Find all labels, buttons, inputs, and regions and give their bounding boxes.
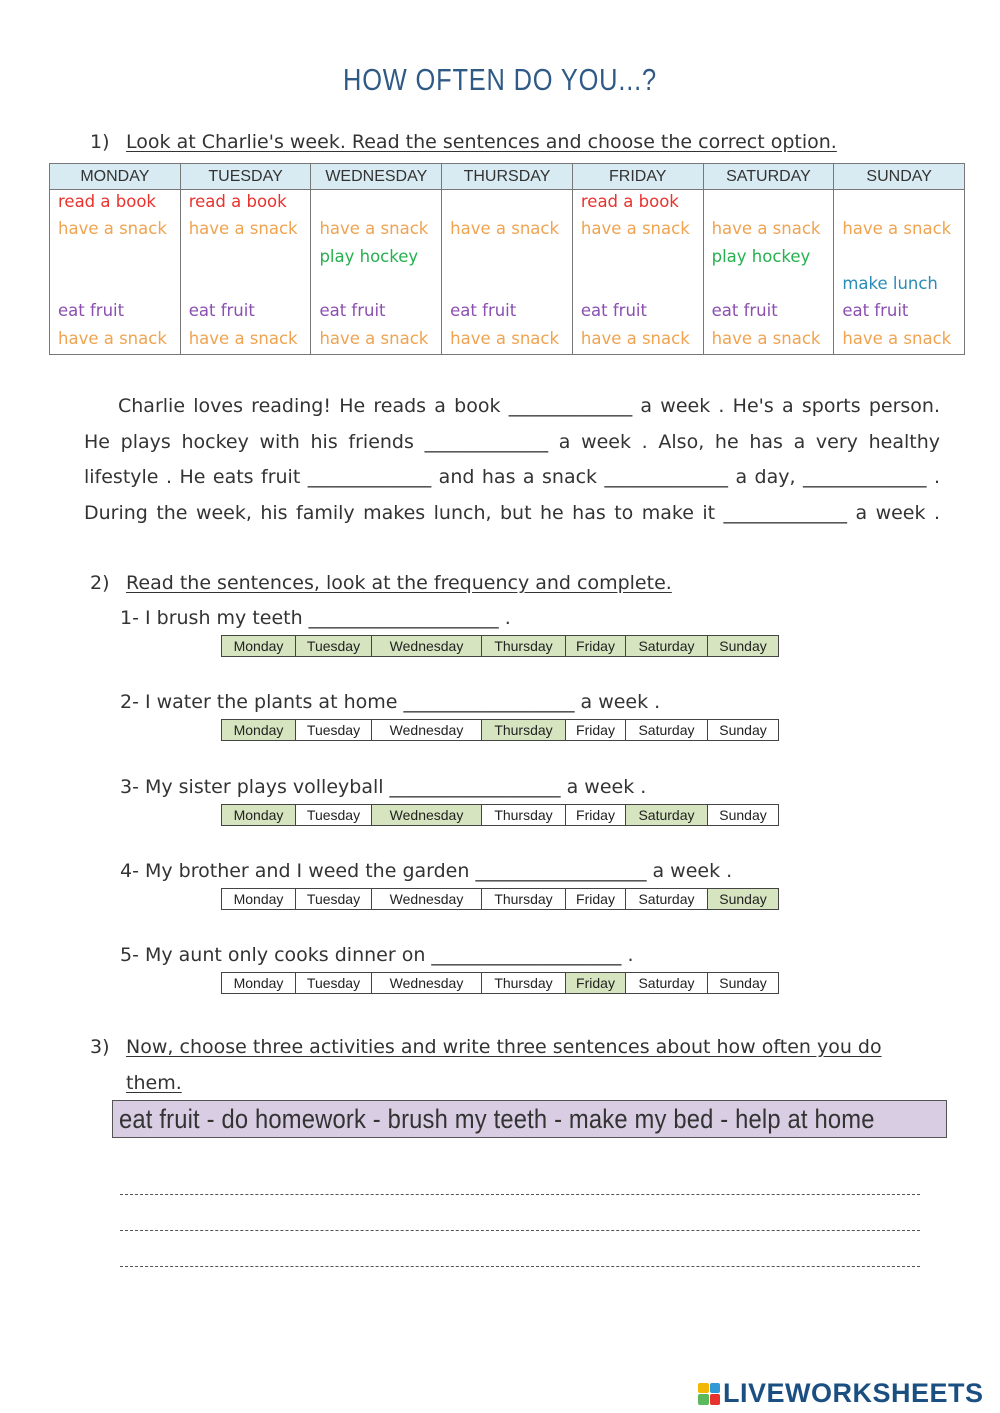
- week-body: [50, 190, 964, 354]
- day-header-tuesday: TUESDAY: [181, 164, 312, 189]
- day-cell-wednesday: Wednesday: [372, 973, 482, 993]
- activity-fruit: eat fruit: [450, 301, 517, 320]
- writing-line-2[interactable]: [120, 1229, 920, 1231]
- section-3-number: 3): [90, 1036, 110, 1058]
- day-cell-tuesday: Tuesday: [296, 805, 372, 825]
- day-cell-wednesday: Wednesday: [372, 805, 482, 825]
- day-cell-sunday: Sunday: [719, 722, 767, 738]
- day-column-tuesday: [181, 190, 312, 354]
- activity-snack: have a snack: [188, 219, 298, 238]
- frequency-row-4: [221, 888, 779, 910]
- activity-snack: have a snack: [450, 329, 560, 348]
- day-cell-sunday: Sunday: [708, 889, 778, 909]
- paragraph-line-4: During the week, his family makes lunch, but he has to make it _____________ a week .: [84, 502, 940, 525]
- activity-fruit: eat fruit: [319, 301, 386, 320]
- day-cell-saturday: Saturday: [626, 636, 708, 656]
- day-cell-wednesday: Wednesday: [372, 889, 482, 909]
- section-3-instruction-line-2: them.: [126, 1072, 182, 1094]
- frequency-row-3: [221, 804, 779, 826]
- day-cell-thursday: Thursday: [482, 636, 566, 656]
- activity-hockey: play hockey: [319, 247, 419, 266]
- section-2-instruction: Read the sentences, look at the frequency and complete.: [126, 572, 672, 594]
- section-2-heading: [90, 572, 672, 594]
- exercise-sentence-2: 2- I water the plants at home __________________ a week .: [120, 691, 661, 713]
- day-column-thursday: [442, 190, 573, 354]
- day-cell-thursday: Thursday: [482, 889, 566, 909]
- day-cell-monday: Monday: [222, 889, 296, 909]
- section-1-number: 1): [90, 131, 110, 153]
- day-column-sunday: [834, 190, 964, 354]
- activity-snack: have a snack: [580, 329, 690, 348]
- activity-fruit: eat fruit: [188, 301, 255, 320]
- word-box-text: eat fruit - do homework - brush my teeth - make my bed - help at home: [119, 1104, 875, 1134]
- charlie-paragraph: [84, 389, 940, 532]
- day-cell-sunday: Sunday: [708, 636, 778, 656]
- writing-line-3[interactable]: [120, 1265, 920, 1267]
- day-header-thursday: THURSDAY: [442, 164, 573, 189]
- day-column-wednesday: [311, 190, 442, 354]
- exercise-sentence-3: 3- My sister plays volleyball __________________ a week .: [120, 776, 647, 798]
- paragraph-line-1: Charlie loves reading! He reads a book _____________ a week . He's a sports person.: [118, 395, 940, 417]
- exercise-sentence-4: 4- My brother and I weed the garden __________________ a week .: [120, 860, 733, 882]
- day-cell-thursday: Thursday: [482, 720, 566, 740]
- day-cell-wednesday: Wednesday: [372, 636, 482, 656]
- day-cell-tuesday: Tuesday: [296, 973, 372, 993]
- liveworksheets-logo: [698, 1378, 984, 1409]
- activity-fruit: eat fruit: [711, 301, 778, 320]
- day-cell-sunday: Sunday: [719, 975, 767, 991]
- day-column-friday: [573, 190, 704, 354]
- activity-lunch: make lunch: [842, 274, 938, 293]
- day-column-saturday: [704, 190, 835, 354]
- frequency-row-1: [221, 635, 779, 657]
- logo-text: LIVEWORKSHEETS: [723, 1378, 984, 1408]
- day-header-sunday: SUNDAY: [866, 168, 932, 185]
- activity-hockey: play hockey: [711, 247, 811, 266]
- activity-snack: have a snack: [188, 329, 298, 348]
- activity-snack: have a snack: [711, 329, 821, 348]
- day-cell-friday: Friday: [566, 805, 626, 825]
- section-1-heading: [90, 131, 837, 153]
- day-cell-tuesday: Tuesday: [296, 889, 372, 909]
- day-cell-monday: Monday: [222, 805, 296, 825]
- activity-fruit: eat fruit: [842, 301, 909, 320]
- section-3-instruction-line-1: Now, choose three activities and write three sentences about how often you do: [126, 1036, 882, 1058]
- frequency-row-5: [221, 972, 779, 994]
- charlie-week-table: [49, 163, 965, 355]
- day-cell-monday: Monday: [222, 973, 296, 993]
- activity-read: read a book: [58, 192, 156, 211]
- day-cell-tuesday: Tuesday: [296, 636, 372, 656]
- day-cell-friday: Friday: [566, 889, 626, 909]
- day-cell-thursday: Thursday: [482, 973, 566, 993]
- week-header-row: [50, 164, 964, 190]
- activity-snack: have a snack: [580, 219, 690, 238]
- frequency-row-2: [221, 719, 779, 741]
- day-column-monday: [50, 190, 181, 354]
- section-2-number: 2): [90, 572, 110, 594]
- activity-snack: have a snack: [319, 219, 429, 238]
- day-cell-monday: Monday: [222, 720, 296, 740]
- section-3-heading: [90, 1029, 882, 1101]
- day-header-friday: FRIDAY: [573, 164, 704, 189]
- activity-snack: have a snack: [711, 219, 821, 238]
- activity-snack: have a snack: [319, 329, 429, 348]
- day-header-monday: MONDAY: [50, 164, 181, 189]
- activity-snack: have a snack: [58, 329, 167, 348]
- section-1-instruction: Look at Charlie's week. Read the sentences and choose the correct option.: [126, 131, 837, 153]
- day-cell-saturday: Saturday: [626, 720, 708, 740]
- activity-fruit: eat fruit: [580, 301, 647, 320]
- activity-snack: have a snack: [58, 219, 167, 238]
- writing-line-1[interactable]: [120, 1193, 920, 1195]
- activity-word-box: [112, 1100, 947, 1138]
- page-title: HOW OFTEN DO YOU...?: [343, 62, 657, 97]
- day-cell-friday: Friday: [566, 720, 626, 740]
- day-cell-friday: Friday: [566, 636, 626, 656]
- paragraph-line-3: lifestyle . He eats fruit _____________ and has a snack _____________ a day, _____________ .: [84, 466, 940, 489]
- day-header-wednesday: WEDNESDAY: [311, 164, 442, 189]
- activity-snack: have a snack: [842, 329, 952, 348]
- day-cell-thursday: Thursday: [482, 805, 566, 825]
- day-cell-saturday: Saturday: [626, 973, 708, 993]
- day-cell-friday: Friday: [566, 973, 626, 993]
- activity-read: read a book: [188, 192, 287, 211]
- day-cell-sunday: Sunday: [719, 807, 767, 823]
- activity-read: read a book: [580, 192, 679, 211]
- activity-fruit: eat fruit: [58, 301, 125, 320]
- day-cell-monday: Monday: [222, 636, 296, 656]
- logo-icon: [698, 1383, 720, 1405]
- exercise-sentence-5: 5- My aunt only cooks dinner on ____________________ .: [120, 944, 634, 966]
- paragraph-line-2: He plays hockey with his friends _____________ a week . Also, he has a very healthy: [84, 430, 940, 453]
- day-cell-tuesday: Tuesday: [296, 720, 372, 740]
- day-cell-wednesday: Wednesday: [372, 720, 482, 740]
- activity-snack: have a snack: [450, 219, 560, 238]
- day-header-saturday: SATURDAY: [704, 164, 835, 189]
- day-cell-saturday: Saturday: [626, 889, 708, 909]
- exercise-sentence-1: 1- I brush my teeth ____________________ .: [120, 607, 511, 629]
- activity-snack: have a snack: [842, 219, 952, 238]
- day-cell-saturday: Saturday: [626, 805, 708, 825]
